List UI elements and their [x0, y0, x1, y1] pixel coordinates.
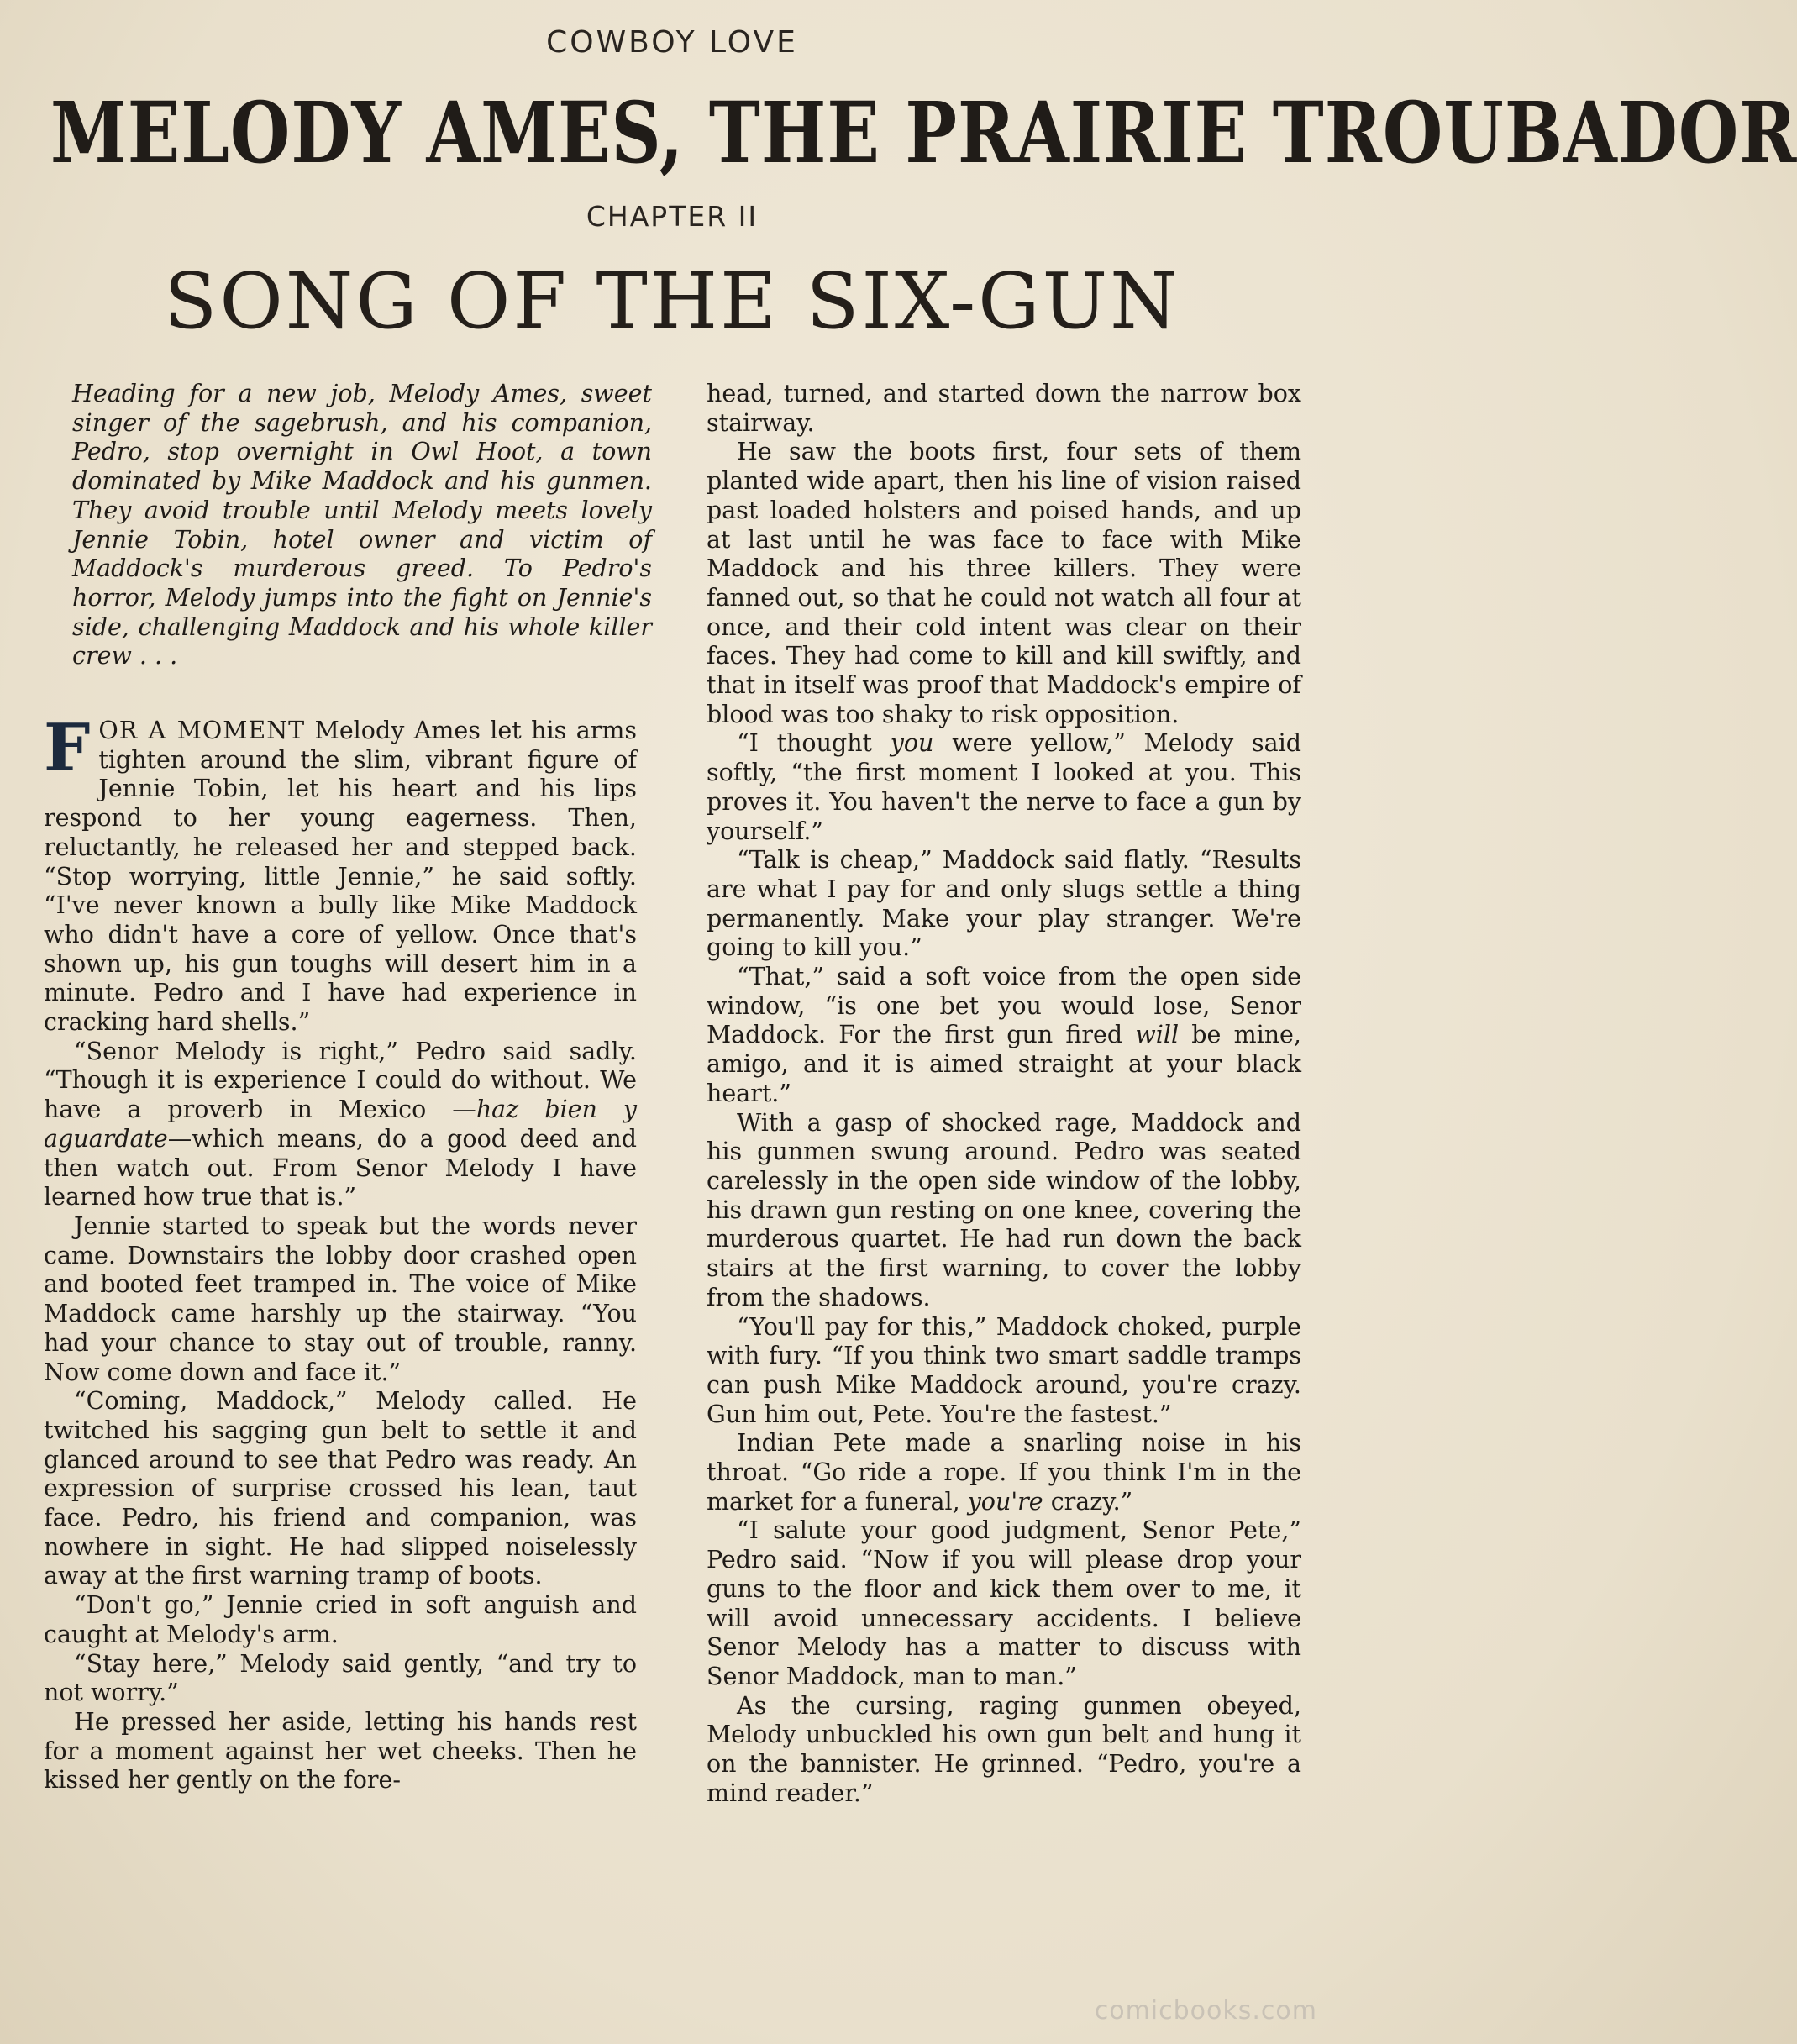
paragraph: “That,” said a soft voice from the open side window, “is one bet you would lose, Senor Maddock. For the first gun fired will be mine, amigo, and it is aimed straight at your black heart.” [707, 963, 1301, 1107]
paragraph: He pressed her aside, letting his hands rest for a moment against her wet cheeks. Then he kissed her gently on the fore- [44, 1707, 637, 1794]
watermark: comicbooks.com [1094, 1996, 1317, 2026]
story-title: SONG OF THE SIX-GUN [164, 256, 1180, 346]
paragraph: head, turned, and started down the narrow box stairway. [707, 380, 1301, 437]
italic-word: you're [967, 1487, 1043, 1516]
paragraph-text: Melody Ames let his arms tighten around the slim, vibrant figure of Jennie Tobin, let his heart and his lips respond to her young eagerness. Then, reluctantly, he released her and stepped back. “Stop worrying, little Jennie,” he said softly. “I've never known a bully like Mike Maddock who didn't have a core of yellow. Once that's shown up, his gun toughs will desert him in a minute. Pedro and I have had experience in cracking hard shells.” [44, 717, 637, 1037]
paragraph [44, 710, 637, 1038]
italic-word: will [1135, 1021, 1180, 1049]
paragraph: “Talk is cheap,” Maddock said flatly. “Results are what I pay for and only slugs settle a thing permanently. Make your play stranger. We're going to kill you.” [707, 846, 1301, 962]
italic-phrase: haz bien y aguardate [44, 1096, 637, 1153]
paragraph: Indian Pete made a snarling noise in his throat. “Go ride a rope. If you think I'm in the market for a funeral, you're crazy.” [707, 1429, 1301, 1516]
left-column [44, 380, 652, 1795]
paragraph: Jennie started to speak but the words never came. Downstairs the lobby door crashed open and booted feet tramped in. The voice of Mike Maddock came harshly up the stairway. “You had your chance to stay out of trouble, ranny. Now come down and face it.” [44, 1211, 637, 1386]
paragraph: “I thought you were yellow,” Melody said softly, “the first moment I looked at you. This proves it. You haven't the nerve to face a gun by yourself.” [707, 729, 1301, 845]
paragraph: “Coming, Maddock,” Melody called. He twitched his sagging gun belt to settle it and glanced around to see that Pedro was ready. An expression of surprise crossed his lean, taut face. Pedro, his friend and companion, was nowhere in sight. He had slipped noiselessly away at the first warning tramp of boots. [44, 1387, 637, 1590]
story-intro: Heading for a new job, Melody Ames, sweet singer of the sagebrush, and his companion, Pedro, stop overnight in Owl Hoot, a town dominated by Mike Maddock and his gunmen. They avoid trouble until Melody meets lovely Jennie Tobin, hotel owner and victim of Maddock's murderous greed. To Pedro's horror, Melody jumps into the fight on Jennie's side, challenging Maddock and his whole killer crew . . . [72, 380, 652, 670]
series-title: COWBOY LOVE [546, 25, 798, 60]
chapter-heading: CHAPTER II [586, 200, 759, 233]
drop-cap: F [44, 710, 91, 787]
paragraph: “Stay here,” Melody said gently, “and try to not worry.” [44, 1649, 637, 1707]
right-column [707, 380, 1301, 1808]
lead-in-caps: OR A MOMENT [98, 717, 306, 745]
paragraph: “Senor Melody is right,” Pedro said sadly. “Though it is experience I could do without. We have a proverb in Mexico —haz bien y aguardate—which means, do a good deed and then watch out. From Senor Melody I have learned how true that is.” [44, 1037, 637, 1211]
paragraph: With a gasp of shocked rage, Maddock and his gunmen swung around. Pedro was seated carelessly in the open side window of the lobby, his drawn gun resting on one knee, covering the murderous quartet. He had run down the back stairs at the first warning, to cover the lobby from the shadows. [707, 1108, 1301, 1311]
paragraph: He saw the boots first, four sets of them planted wide apart, then his line of vision raised past loaded holsters and poised hands, and up at last until he was face to face with Mike Maddock and his three killers. They were fanned out, so that he could not watch all four at once, and their cold intent was clear on their faces. They had come to kill and kill swiftly, and that in itself was proof that Maddock's empire of blood was too shaky to risk opposition. [707, 438, 1301, 728]
paragraph: As the cursing, raging gunmen obeyed, Melody unbuckled his own gun belt and hung it on the bannister. He grinned. “Pedro, you're a mind reader.” [707, 1691, 1301, 1807]
paragraph: “You'll pay for this,” Maddock choked, purple with fury. “If you think two smart saddle tramps can push Mike Maddock around, you're crazy. Gun him out, Pete. You're the fastest.” [707, 1312, 1301, 1428]
page-title: MELODY AMES, THE PRAIRIE TROUBADOR [50, 84, 1797, 183]
italic-word: you [890, 729, 934, 758]
paragraph: “I salute your good judgment, Senor Pete,” Pedro said. “Now if you will please drop your guns to the floor and kick them over to me, it will avoid unnecessary accidents. I believe Senor Melody has a matter to discuss with Senor Maddock, man to man.” [707, 1516, 1301, 1690]
paragraph: “Don't go,” Jennie cried in soft anguish and caught at Melody's arm. [44, 1591, 637, 1648]
